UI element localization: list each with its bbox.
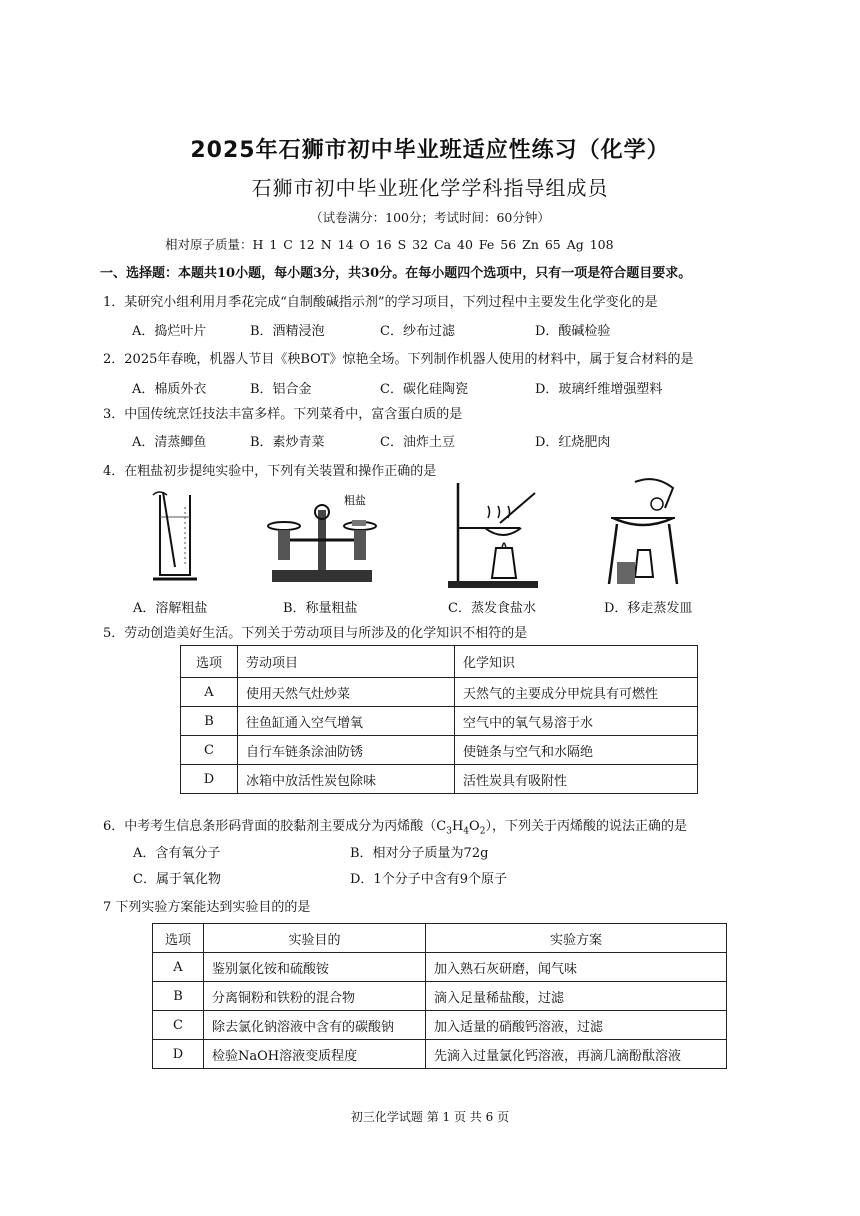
- table-row: [181, 765, 698, 794]
- table-cell: 活性炭具有吸附性: [455, 765, 698, 794]
- question-6-option-d: D．1个分子中含有9个原子: [350, 872, 507, 887]
- table-cell: 滴入足量稀盐酸，过滤: [426, 982, 727, 1011]
- table-cell: 分离铜粉和铁粉的混合物: [204, 982, 426, 1011]
- question-1-option-a: A．捣烂叶片: [132, 324, 207, 339]
- dissolve-cylinder-figure: [145, 487, 215, 587]
- question-4-option-c: C．蒸发食盐水: [448, 601, 536, 616]
- table-header-row: [153, 924, 727, 953]
- table-cell: 先滴入过量氯化钙溶液，再滴几滴酚酞溶液: [426, 1040, 727, 1069]
- question-6-option-a: A．含有氧分子: [133, 846, 221, 861]
- evaporation-figure: [440, 478, 550, 593]
- question-1-option-c: C．纱布过滤: [380, 324, 455, 339]
- question-7-table: [152, 923, 727, 1069]
- table-cell: 往鱼缸通入空气增氧: [238, 707, 455, 736]
- balance-label: 粗盐: [344, 494, 366, 507]
- table-header-cell: 实验方案: [426, 924, 727, 953]
- question-4-option-d: D．移走蒸发皿: [604, 601, 693, 616]
- table-cell: C: [181, 736, 238, 765]
- question-1-option-b: B．酒精浸泡: [250, 324, 325, 339]
- table-cell: C: [153, 1011, 204, 1040]
- question-2-option-a: A．棉质外衣: [132, 382, 207, 397]
- table-cell: 天然气的主要成分甲烷具有可燃性: [455, 678, 698, 707]
- table-row: [153, 1011, 727, 1040]
- formula-part: O: [469, 819, 480, 834]
- question-4-stem: 4．在粗盐初步提纯实验中，下列有关装置和操作正确的是: [103, 464, 437, 479]
- question-6-option-c: C．属于氧化物: [133, 872, 221, 887]
- question-1-stem: 1．某研究小组利用月季花完成“自制酸碱指示剂”的学习项目，下列过程中主要发生化学变化的是: [103, 295, 658, 310]
- subscript: 4: [463, 826, 470, 837]
- table-header-cell: 实验目的: [204, 924, 426, 953]
- question-3-option-b: B．素炒青菜: [250, 435, 325, 450]
- subscript: 2: [479, 826, 486, 837]
- table-cell: D: [153, 1040, 204, 1069]
- table-cell: B: [153, 982, 204, 1011]
- question-1-option-d: D．酸碱检验: [535, 324, 611, 339]
- remove-dish-figure: [595, 472, 695, 592]
- question-6-option-b: B．相对分子质量为72g: [350, 846, 489, 861]
- table-cell: 检验NaOH溶液变质程度: [204, 1040, 426, 1069]
- question-2-option-d: D．玻璃纤维增强塑料: [535, 382, 663, 397]
- section-heading: 一、选择题：本题共10小题，每小题3分，共30分。在每小题四个选项中，只有一项是符合题目要求。: [100, 266, 692, 281]
- table-cell: 加入适量的硝酸钙溶液，过滤: [426, 1011, 727, 1040]
- question-3-option-c: C．油炸土豆: [380, 435, 455, 450]
- table-row: [181, 707, 698, 736]
- table-header-row: [181, 646, 698, 678]
- balance-figure: [262, 490, 382, 590]
- formula-part: H: [451, 819, 464, 834]
- table-row: [153, 982, 727, 1011]
- exam-info: （试卷满分：100分；考试时间：60分钟）: [310, 210, 550, 225]
- question-3-option-a: A．清蒸鲫鱼: [132, 435, 207, 450]
- table-row: [181, 678, 698, 707]
- question-2-option-c: C．碳化硅陶瓷: [380, 382, 468, 397]
- table-cell: 空气中的氧气易溶于水: [455, 707, 698, 736]
- question-7-stem: 7 下列实验方案能达到实验目的的是: [103, 900, 311, 915]
- question-2-option-b: B．铝合金: [250, 382, 312, 397]
- page-footer: 初三化学试题 第 1 页 共 6 页: [350, 1110, 510, 1124]
- table-row: [153, 1040, 727, 1069]
- table-cell: 使链条与空气和水隔绝: [455, 736, 698, 765]
- subscript: 3: [446, 826, 452, 837]
- table-cell: A: [181, 678, 238, 707]
- exam-subtitle: 石狮市初中毕业班化学学科指导组成员: [251, 176, 609, 200]
- question-5-table: [180, 645, 698, 794]
- table-cell: 使用天然气灶炒菜: [238, 678, 455, 707]
- table-header-cell: 选项: [153, 924, 204, 953]
- question-4-option-b: B．称量粗盐: [283, 601, 358, 616]
- question-4-option-a: A．溶解粗盐: [133, 601, 208, 616]
- exam-title: 2025年石狮市初中毕业班适应性练习（化学）: [190, 138, 670, 163]
- table-cell: 除去氯化钠溶液中含有的碳酸钠: [204, 1011, 426, 1040]
- atomic-masses: 相对原子质量：H 1 C 12 N 14 O 16 S 32 Ca 40 Fe 56 Zn 65 Ag 108: [165, 237, 614, 252]
- table-cell: 自行车链条涂油防锈: [238, 736, 455, 765]
- question-6-stem: [103, 815, 687, 837]
- question-6-stem-start: 6．中考考生信息条形码背面的胶黏剂主要成分为丙烯酸（C: [103, 819, 447, 834]
- table-header-cell: 化学知识: [455, 646, 698, 678]
- question-5-stem: 5．劳动创造美好生活。下列关于劳动项目与所涉及的化学知识不相符的是: [103, 626, 528, 641]
- table-cell: A: [153, 953, 204, 982]
- table-cell: 鉴别氯化铵和硫酸铵: [204, 953, 426, 982]
- table-cell: 冰箱中放活性炭包除味: [238, 765, 455, 794]
- question-6-stem-end: ），下列关于丙烯酸的说法正确的是: [485, 819, 687, 834]
- question-2-stem: 2．2025年春晚，机器人节目《秧BOT》惊艳全场。下列制作机器人使用的材料中，属于复合材料的是: [103, 352, 694, 367]
- table-row: [153, 953, 727, 982]
- table-row: [181, 736, 698, 765]
- table-cell: B: [181, 707, 238, 736]
- table-header-cell: 选项: [181, 646, 238, 678]
- table-cell: 加入熟石灰研磨，闻气味: [426, 953, 727, 982]
- question-3-stem: 3．中国传统烹饪技法丰富多样。下列菜肴中，富含蛋白质的是: [103, 407, 463, 422]
- question-3-option-d: D．红烧肥肉: [535, 435, 611, 450]
- table-header-cell: 劳动项目: [238, 646, 455, 678]
- table-cell: D: [181, 765, 238, 794]
